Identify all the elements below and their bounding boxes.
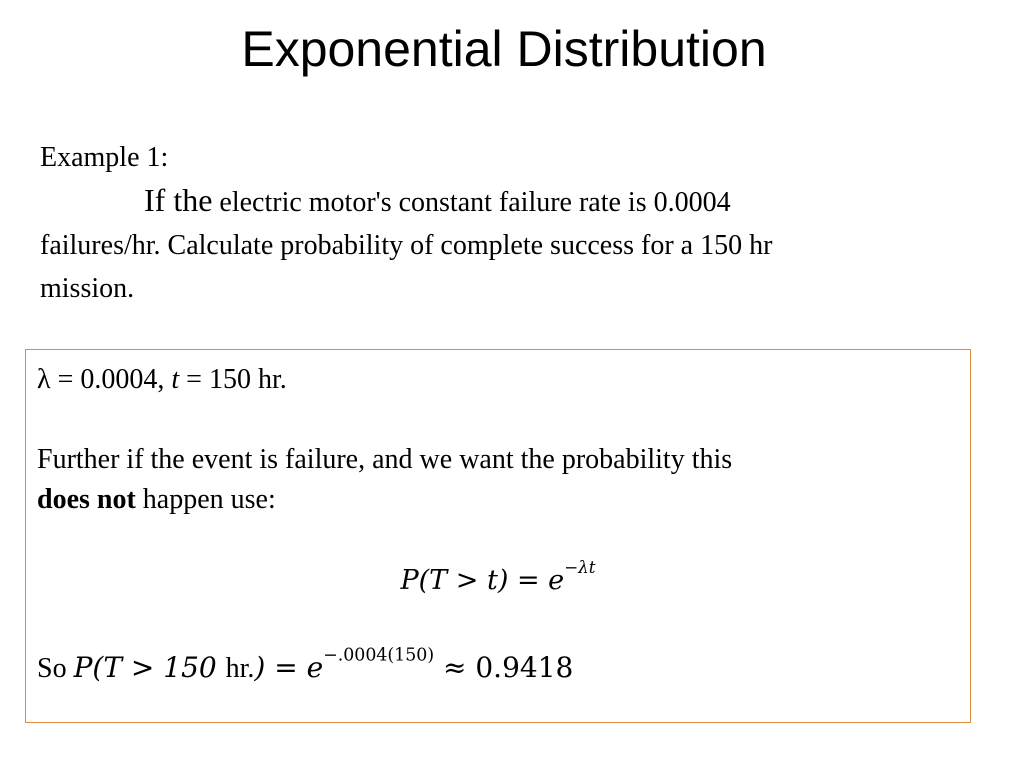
result-exponent: −.0004(150) [323,645,435,666]
example-line-2: failures/hr. Calculate probability of complete success for a 150 hr [40,230,773,261]
result-line [37,645,574,687]
result-prefix: So [37,653,74,684]
formula-lhs: P(T > t) = [400,565,549,596]
lambda-symbol: λ [37,364,51,395]
result-approx: ≈ 0.9418 [434,651,574,684]
slide-title: Exponential Distribution [241,21,767,77]
example-line-3: mission. [40,273,135,304]
t-value: = 150 hr. [179,364,287,395]
example-text-1: electric motor's constant failure rate is 0.0004 [212,187,731,218]
result-base: e [306,651,324,684]
description-rest: happen use: [135,484,276,515]
given-values [37,362,287,398]
t-symbol: t [171,364,180,395]
description-line-1: Further if the event is failure, and we want the probability this [37,444,733,475]
example-lead: If the [144,182,213,218]
description-bold: does not [37,484,136,515]
solution-box [25,349,971,723]
formula-base: e [548,565,565,596]
example-line-1 [40,179,980,224]
formula-exponent: −λt [564,557,596,578]
result-lhs-b: ) = [254,651,307,684]
description-line-2 [37,482,276,518]
lambda-value: = 0.0004, [50,364,172,395]
formula [26,557,970,599]
example-label: Example 1: [40,142,169,173]
result-formula [73,645,574,684]
result-lhs-a: P(T > 150 [73,651,226,684]
result-unit: hr. [225,653,255,684]
example-problem [40,136,980,310]
